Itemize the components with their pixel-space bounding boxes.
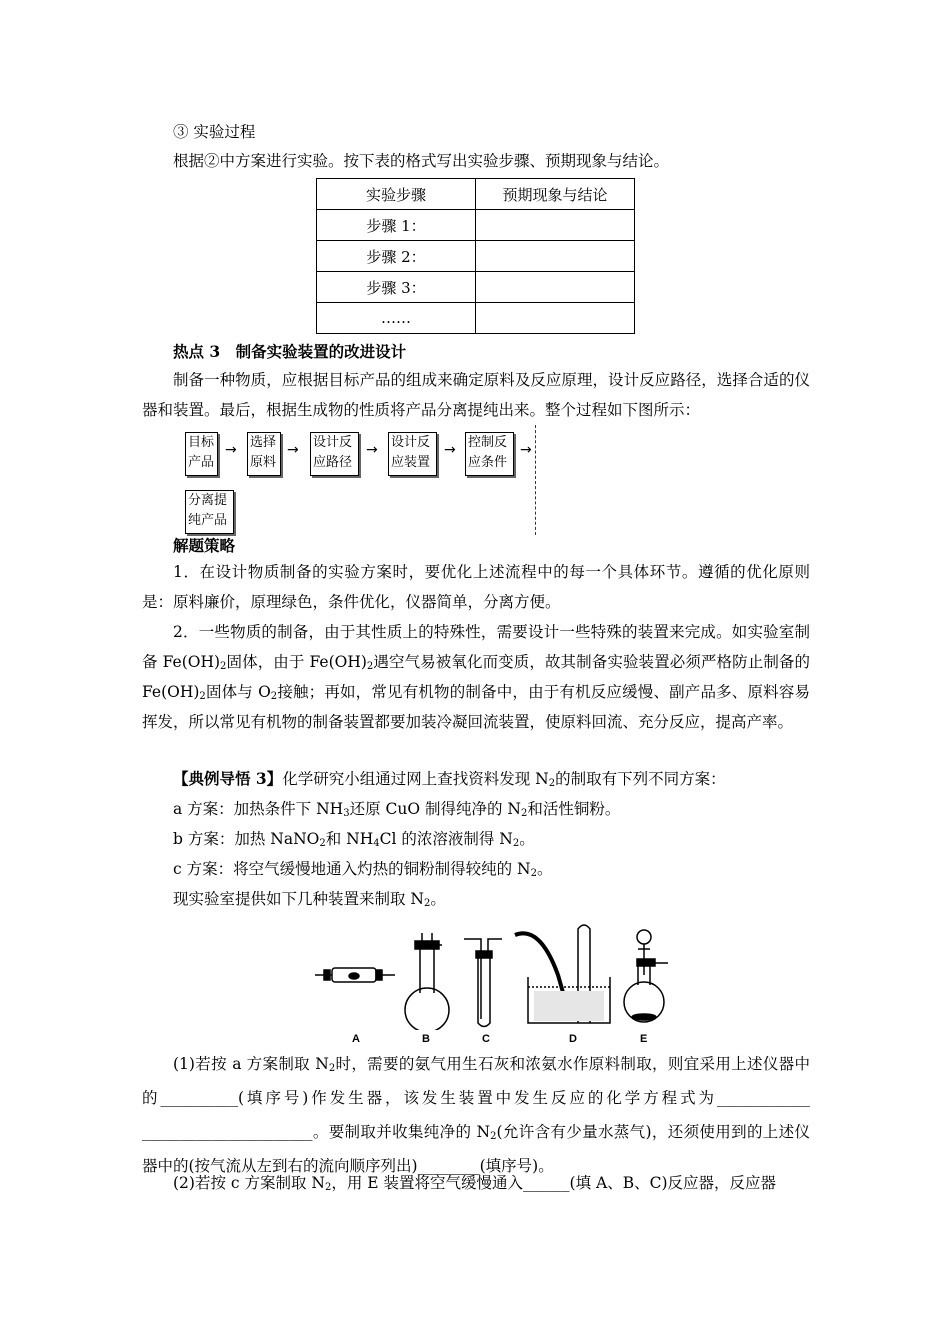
- apparatus-c-tube: [464, 939, 502, 1027]
- strategy-point-2: 2．一些物质的制备，由于其性质上的特殊性，需要设计一些特殊的装置来完成。如实验室制备 $Fe(OH)_2$固体，由于 $Fe(OH)_2$遇空气易被氧化而变质，故其制备实验装置必须严格防止制备的 $Fe(OH)_2$固体与 $O_2$接触；再如，常见有机物的制备中，由于有机反应缓慢、副产品多、原料容易挥发，所以常见有机物的制备装置都要加装冷凝回流装置，使原料回流、充分反应，提高产率。: [142, 623, 811, 731]
- example-intro: 【典例导悟 3】化学研究小组通过网上查找资料发现 $N_2$的制取有下列不同方案：: [173, 769, 726, 789]
- flow-arrow: →: [366, 442, 378, 458]
- apparatus-label-b: B: [422, 1033, 430, 1045]
- table-row: [317, 272, 635, 303]
- flow-step-line: 设计反: [313, 435, 353, 450]
- apparatus-figure: [310, 915, 690, 1030]
- section-heading: ③ 实验过程: [173, 123, 256, 141]
- flow-step-control-conditions: [465, 432, 514, 476]
- experiment-table: [316, 178, 635, 334]
- table-cell: [476, 272, 635, 303]
- table-cell: [476, 210, 635, 241]
- flow-step-line: 分离提: [188, 493, 228, 508]
- table-row: [317, 210, 635, 241]
- table-header-row: [317, 179, 635, 210]
- table-cell: [476, 303, 635, 334]
- apparatus-d-trough: [515, 925, 610, 1023]
- flow-step-line: 应路径: [313, 455, 353, 470]
- flow-step-design-route: [310, 432, 359, 476]
- table-cell: ……: [317, 303, 476, 334]
- example-tag: 【典例导悟 3】: [173, 769, 283, 788]
- flow-arrow: →: [287, 442, 299, 458]
- table-cell: 步骤 2：: [317, 241, 476, 272]
- plan-a: a 方案：加热条件下 $NH_3$还原 CuO 制得纯净的 $N_2$和活性铜粉。: [173, 800, 621, 819]
- hotspot-paragraph: 制备一种物质，应根据目标产品的组成来确定原料及反应原理，设计反应路径，选择合适的仪器和装置。最后，根据生成物的性质将产品分离提纯出来。整个过程如下图所示：: [142, 371, 810, 419]
- question-1: (1)若按 a 方案制取 $N_2$时，需要的氨气用生石灰和浓氨水作原料制取，则宜采用上述仪器中的__________(填序号)作发生器，该发生装置中发生反应的化学方程式为____________ ______________________。要制取并收集纯净的 $N_2$(允许含有少量水蒸气)，还须使用到的上述仪器中的(按气流从左到右的流向顺序列出)________(填序号)。: [142, 1055, 810, 1175]
- apparatus-label-e: E: [640, 1033, 648, 1045]
- flow-step-line: 应装置: [391, 455, 431, 470]
- hotspot-title: 热点 3 制备实验装置的改进设计: [173, 342, 407, 361]
- flow-arrow: →: [444, 442, 456, 458]
- flow-step-design-apparatus: [388, 432, 437, 476]
- flow-step-choose-materials: [247, 432, 281, 476]
- table-header: 预期现象与结论: [476, 179, 635, 210]
- table-header: 实验步骤: [317, 179, 476, 210]
- apparatus-b-flask: [405, 933, 449, 1030]
- table-row: [317, 241, 635, 272]
- flow-step-line: 目标: [188, 435, 215, 450]
- flow-step-target-product: [185, 432, 218, 476]
- flow-step-line: 设计反: [391, 435, 431, 450]
- lab-devices-intro: 现实验室提供如下几种装置来制取 $N_2$。: [173, 890, 446, 909]
- strategy-point-1: 1．在设计物质制备的实验方案时，要优化上述流程中的每一个具体环节。遵循的优化原则是：原料廉价，原理绿色，条件优化，仪器简单，分离方便。: [142, 563, 810, 611]
- flow-step-line: 纯产品: [188, 513, 228, 528]
- table-cell: 步骤 1：: [317, 210, 476, 241]
- apparatus-a-tube: [315, 968, 395, 982]
- strategy-heading: 解题策略: [173, 536, 236, 555]
- flow-step-line: 产品: [188, 455, 215, 470]
- table-row: [317, 303, 635, 334]
- question-2: (2)若按 c 方案制取 $N_2$，用 E 装置将空气缓慢通入______(填 A、B、C)反应器，反应器: [173, 1174, 776, 1193]
- flow-arrow: →: [520, 442, 532, 458]
- flow-divider: [535, 425, 536, 535]
- apparatus-label-c: C: [482, 1033, 490, 1045]
- table-cell: [476, 241, 635, 272]
- apparatus-e-flask: [624, 930, 668, 1022]
- flow-step-line: 应条件: [468, 455, 508, 470]
- section-intro: 根据②中方案进行实验。按下表的格式写出实验步骤、预期现象与结论。: [173, 152, 670, 170]
- apparatus-label-a: A: [352, 1033, 360, 1045]
- flow-step-separate-purify: [185, 490, 234, 534]
- plan-c: c 方案：将空气缓慢地通入灼热的铜粉制得较纯的 $N_2$。: [173, 860, 553, 879]
- plan-b: b 方案：加热 NaNO$_2$和 $NH_4Cl$ 的浓溶液制得 $N_2$。: [173, 830, 535, 849]
- flow-arrow: →: [225, 442, 237, 458]
- flow-step-line: 控制反: [468, 435, 508, 450]
- flow-step-line: 原料: [250, 455, 277, 470]
- flow-step-line: 选择: [250, 435, 277, 450]
- apparatus-label-d: D: [569, 1033, 577, 1045]
- table-cell: 步骤 3：: [317, 272, 476, 303]
